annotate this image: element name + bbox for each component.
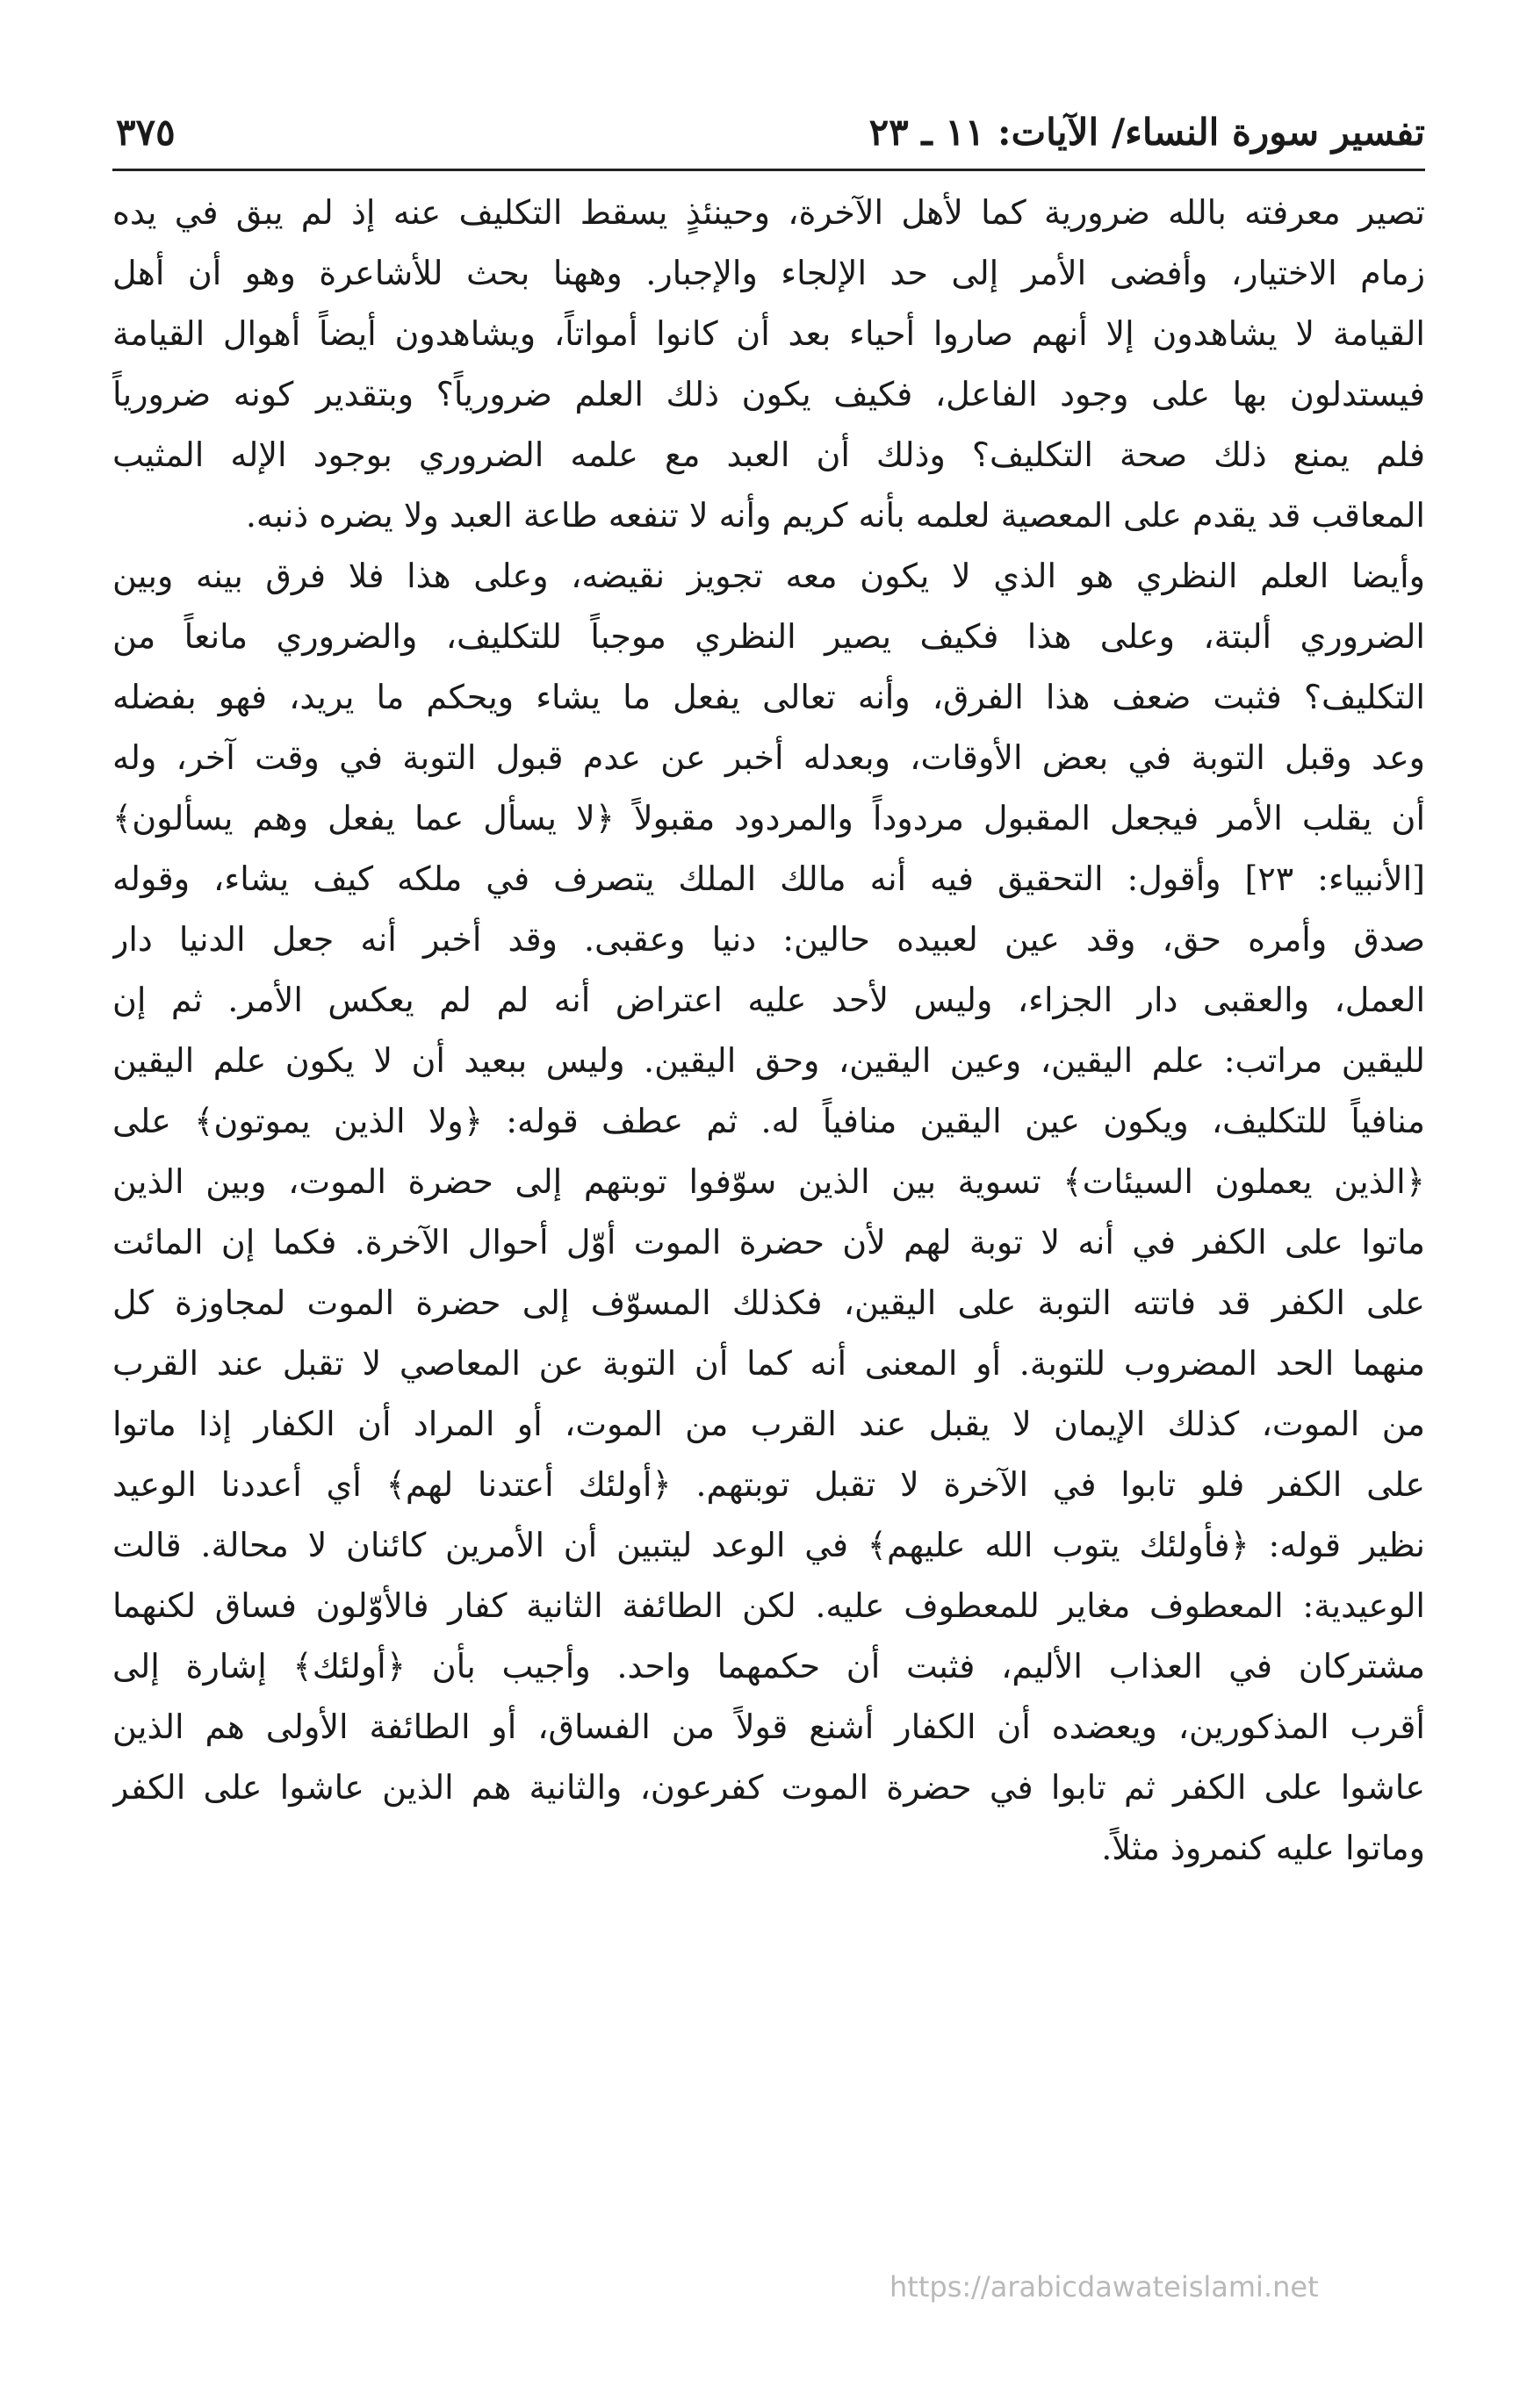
text-line: وأيضا العلم النظري هو الذي لا يكون معه تجويز نقيضه، وعلى هذا فلا فرق بينه وبين bbox=[112, 557, 1425, 595]
text-line: المعاقب قد يقدم على المعصية لعلمه بأنه كريم وأنه لا تنفعه طاعة العبد ولا يضره ذنبه. bbox=[245, 496, 1425, 535]
text-line: على الكفر فلو تابوا في الآخرة لا تقبل توبتهم. ﴿أولئك أعتدنا لهم﴾ أي أعددنا الوعيد bbox=[112, 1465, 1425, 1504]
text-line: منهما الحد المضروب للتوبة. أو المعنى أنه كما أن التوبة عن المعاصي لا تقبل عند القرب bbox=[112, 1344, 1425, 1383]
text-line: من الموت، كذلك الإيمان لا يقبل عند القرب من الموت، أو المراد أن الكفار إذا ماتوا bbox=[112, 1405, 1425, 1443]
running-title: تفسير سورة النساء/ الآيات: ١١ ـ ٢٣ bbox=[868, 111, 1425, 154]
text-line: العمل، والعقبى دار الجزاء، وليس لأحد عليه اعتراض أنه لم لم يعكس الأمر. ثم إن bbox=[112, 981, 1425, 1019]
watermark-url: https://arabicdawateislami.net bbox=[889, 2270, 1319, 2304]
text-line: فيستدلون بها على وجود الفاعل، فكيف يكون ذلك العلم ضرورياً؟ وبتقدير كونه ضرورياً bbox=[112, 375, 1425, 413]
text-line: الوعيدية: المعطوف مغاير للمعطوف عليه. لكن الطائفة الثانية كفار فالأوّلون فساق لكنهما bbox=[112, 1586, 1425, 1625]
text-line: منافياً للتكليف، ويكون عين اليقين منافياً له. ثم عطف قوله: ﴿ولا الذين يموتون﴾ على bbox=[112, 1102, 1425, 1140]
text-line: لليقين مراتب: علم اليقين، وعين اليقين، وحق اليقين. وليس ببعيد أن لا يكون علم اليقين bbox=[112, 1041, 1425, 1080]
text-line: وماتوا عليه كنمروذ مثلاً. bbox=[1101, 1829, 1425, 1867]
text-line: التكليف؟ فثبت ضعف هذا الفرق، وأنه تعالى يفعل ما يشاء ويحكم ما يريد، فهو بفضله bbox=[112, 678, 1425, 716]
text-line: زمام الاختيار، وأفضى الأمر إلى حد الإلجاء والإجبار. وههنا بحث للأشاعرة وهو أن أهل bbox=[112, 254, 1425, 292]
header-rule bbox=[112, 169, 1425, 171]
text-line: ماتوا على الكفر في أنه لا توبة لهم لأن حضرة الموت أوّل أحوال الآخرة. فكما إن المائت bbox=[112, 1223, 1425, 1262]
text-line: القيامة لا يشاهدون إلا أنهم صاروا أحياء بعد أن كانوا أمواتاً، ويشاهدون أيضاً أهوال القيامة bbox=[112, 314, 1425, 353]
text-line: أن يقلب الأمر فيجعل المقبول مردوداً والمردود مقبولاً ﴿لا يسأل عما يفعل وهم يسألون﴾ bbox=[112, 799, 1425, 837]
text-line: على الكفر قد فاتته التوبة على اليقين، فكذلك المسوّف إلى حضرة الموت لمجاوزة كل bbox=[112, 1283, 1425, 1322]
page-number: ٣٧٥ bbox=[116, 111, 176, 154]
text-line: مشتركان في العذاب الأليم، فثبت أن حكمهما واحد. وأجيب بأن ﴿أولئك﴾ إشارة إلى bbox=[112, 1647, 1425, 1686]
text-line: عاشوا على الكفر ثم تابوا في حضرة الموت كفرعون، والثانية هم الذين عاشوا على الكفر bbox=[112, 1768, 1425, 1807]
text-line: ﴿الذين يعملون السيئات﴾ تسوية بين الذين سوّفوا توبتهم إلى حضرة الموت، وبين الذين bbox=[112, 1162, 1425, 1201]
text-line: وعد وقبل التوبة في بعض الأوقات، وبعدله أخبر عن عدم قبول التوبة في وقت آخر، وله bbox=[112, 738, 1425, 777]
body-text bbox=[112, 183, 1425, 1879]
text-line: تصير معرفته بالله ضرورية كما لأهل الآخرة، وحينئذٍ يسقط التكليف عنه إذ لم يبق في يده bbox=[112, 193, 1425, 232]
text-line: الضروري ألبتة، وعلى هذا فكيف يصير النظري موجباً للتكليف، والضروري مانعاً من bbox=[112, 617, 1425, 656]
text-line: فلم يمنع ذلك صحة التكليف؟ وذلك أن العبد مع علمه الضروري بوجود الإله المثيب bbox=[112, 435, 1425, 474]
text-line: نظير قوله: ﴿فأولئك يتوب الله عليهم﴾ في الوعد ليتبين أن الأمرين كائنان لا محالة. قالت bbox=[112, 1526, 1425, 1564]
text-line: [الأنبياء: ٢٣] وأقول: التحقيق فيه أنه مالك الملك يتصرف في ملكه كيف يشاء، وقوله bbox=[112, 859, 1425, 898]
text-line: صدق وأمره حق، وقد عين لعبيده حالين: دنيا وعقبى. وقد أخبر أنه جعل الدنيا دار bbox=[112, 920, 1425, 959]
text-line: أقرب المذكورين، ويعضده أن الكفار أشنع قولاً من الفساق، أو الطائفة الأولى هم الذين bbox=[112, 1707, 1425, 1746]
page-header bbox=[112, 104, 1425, 165]
